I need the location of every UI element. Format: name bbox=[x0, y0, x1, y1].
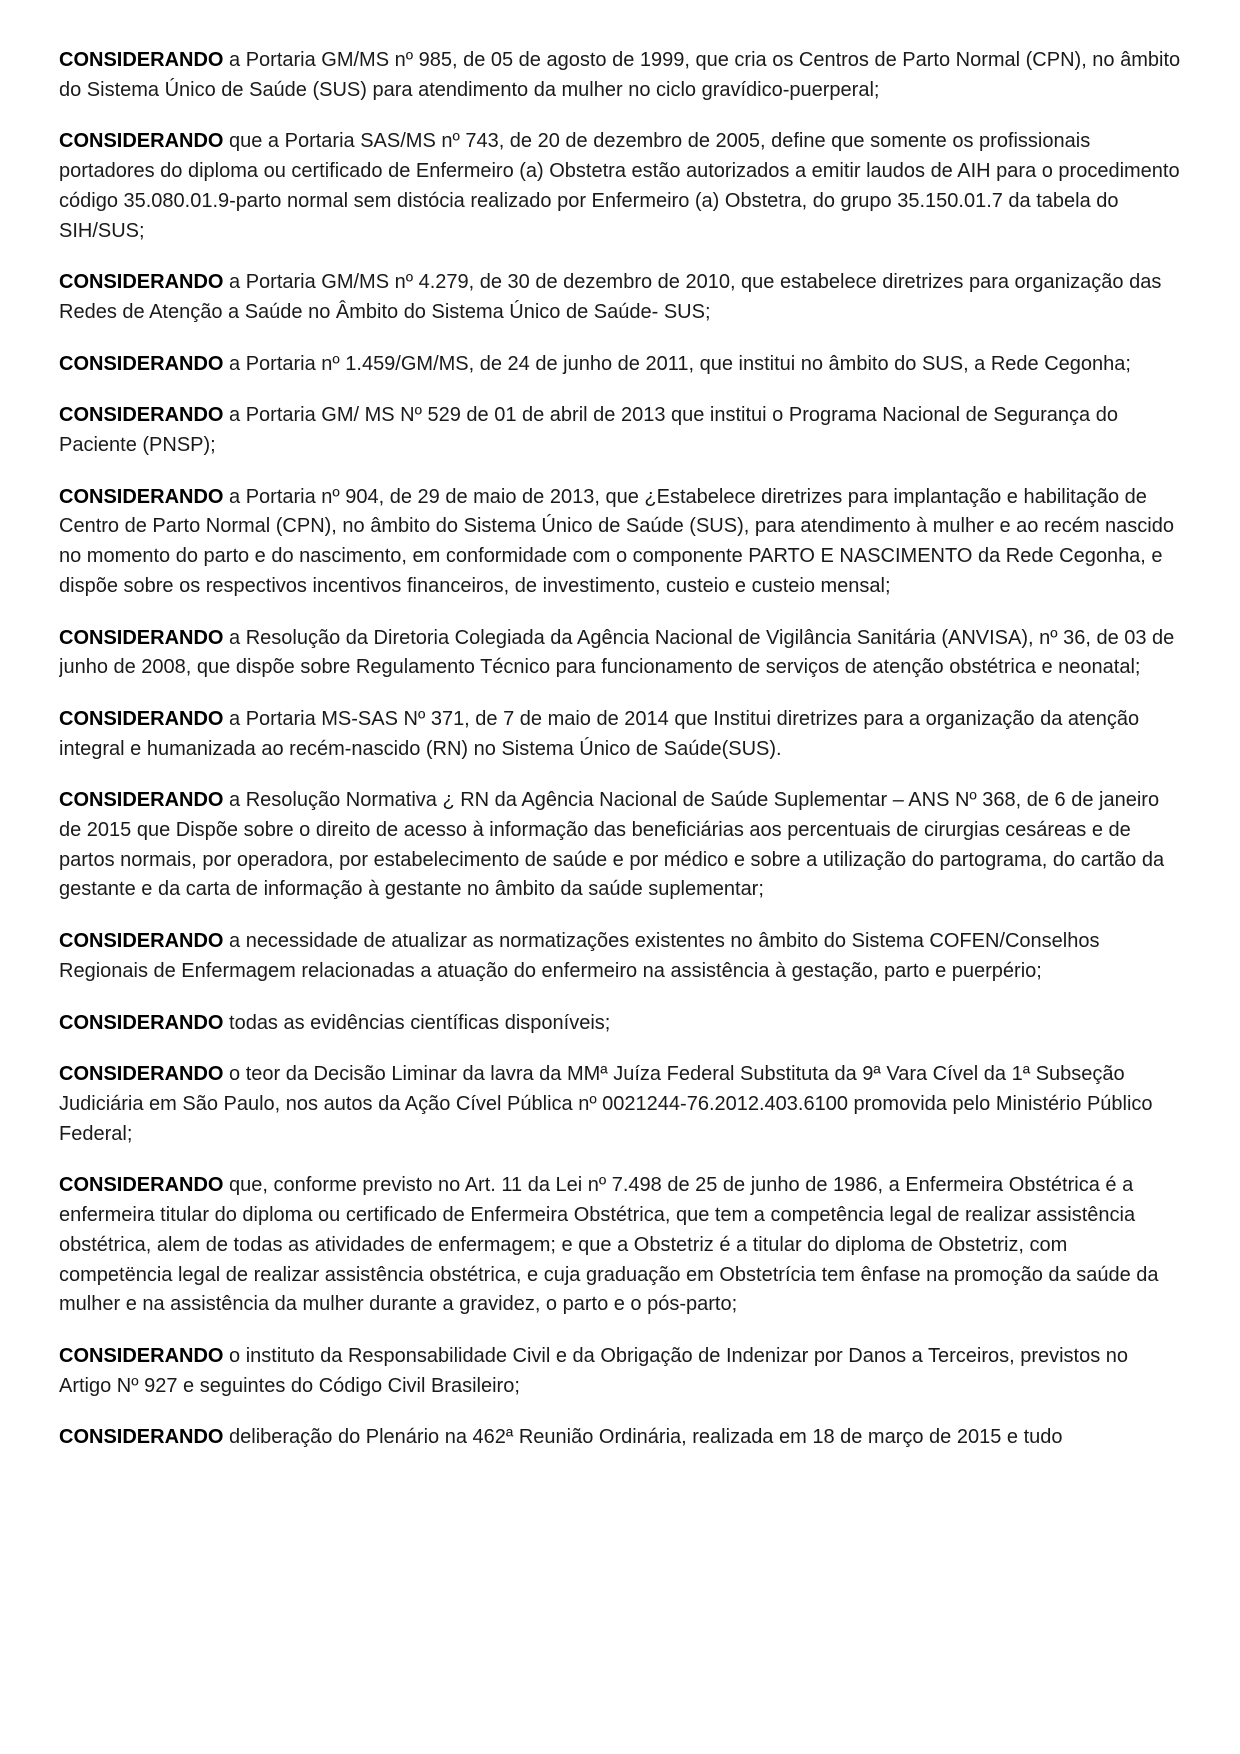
paragraph-1 bbox=[59, 46, 1184, 105]
paragraph-keyword: CONSIDERANDO bbox=[59, 930, 224, 953]
paragraph-text: o teor da Decisão Liminar da lavra da MMª Juíza Federal Substituta da 9ª Vara Cível da 1ª Subseção Judiciária em São Paulo, nos autos da Ação Cível Pública nº 0021244-76.2012.403.6100 promovida pelo Ministério Público Federal; bbox=[59, 1063, 1153, 1145]
paragraph-keyword: CONSIDERANDO bbox=[59, 1011, 224, 1034]
paragraph-keyword: CONSIDERANDO bbox=[59, 130, 224, 153]
paragraph-keyword: CONSIDERANDO bbox=[59, 789, 224, 812]
paragraph-9 bbox=[59, 786, 1184, 905]
paragraph-7 bbox=[59, 624, 1184, 683]
paragraph-4 bbox=[59, 350, 1184, 380]
paragraph-text: que a Portaria SAS/MS nº 743, de 20 de dezembro de 2005, define que somente os profissionais portadores do diploma ou certificado de Enfermeiro (a) Obstetra estão autorizados a emitir laudos de AIH para o procedimento código 35.080.01.9-parto normal sem distócia realizado por Enfermeiro (a) Obstetra, do grupo 35.150.01.7 da tabela do SIH/SUS; bbox=[59, 130, 1180, 242]
paragraph-keyword: CONSIDERANDO bbox=[59, 404, 224, 427]
paragraph-12 bbox=[59, 1060, 1184, 1149]
paragraph-text: a Portaria GM/MS nº 985, de 05 de agosto de 1999, que cria os Centros de Parto Normal (CPN), no âmbito do Sistema Único de Saúde (SUS) para atendimento da mulher no ciclo gravídico-puerperal; bbox=[59, 49, 1181, 101]
paragraph-text: a Portaria MS-SAS Nº 371, de 7 de maio de 2014 que Institui diretrizes para a organização da atenção integral e humanizada ao recém-nascido (RN) no Sistema Único de Saúde(SUS). bbox=[59, 707, 1140, 760]
paragraph-text: a Portaria GM/MS nº 4.279, de 30 de dezembro de 2010, que estabelece diretrizes para organização das Redes de Atenção a Saúde no Âmbito do Sistema Único de Saúde- SUS; bbox=[59, 271, 1162, 323]
paragraph-keyword: CONSIDERANDO bbox=[59, 1426, 224, 1449]
paragraph-keyword: CONSIDERANDO bbox=[59, 1174, 224, 1197]
paragraph-keyword: CONSIDERANDO bbox=[59, 352, 224, 375]
paragraph-text: que, conforme previsto no Art. 11 da Lei nº 7.498 de 25 de junho de 1986, a Enfermeira Obstétrica é a enfermeira titular do diploma ou certificado de Enfermeira Obstétrica, que tem a competência legal de realizar assistência obstétrica, alem de todas as atividades de enfermagem; e que a Obstetriz é a titular do diploma de Obstetriz, com competëncia legal de realizar assistência obstétrica, e cuja graduação em Obstetrícia tem ênfase na promoção da saúde da mulher e na assistência da mulher durante a gravidez, o parto e o pós-parto; bbox=[59, 1174, 1159, 1316]
paragraph-keyword: CONSIDERANDO bbox=[59, 271, 224, 294]
paragraph-text: deliberação do Plenário na 462ª Reunião Ordinária, realizada em 18 de março de 2015 e tudo bbox=[223, 1426, 1063, 1449]
paragraph-keyword: CONSIDERANDO bbox=[59, 1344, 224, 1367]
paragraph-13 bbox=[59, 1171, 1184, 1320]
paragraph-text: todas as evidências científicas disponíveis; bbox=[223, 1011, 611, 1034]
paragraph-text: a Resolução Normativa ¿ RN da Agência Nacional de Saúde Suplementar – ANS Nº 368, de 6 de janeiro de 2015 que Dispõe sobre o direito de acesso à informação das beneficiárias aos percentuais de cirurgias cesáreas e de partos normais, por operadora, por estabelecimento de saúde e por médico e sobre a utilização do partograma, do cartão da gestante e da carta de informação à gestante no âmbito da saúde suplementar; bbox=[59, 789, 1165, 901]
paragraph-text: a necessidade de atualizar as normatizações existentes no âmbito do Sistema COFEN/Conselhos Regionais de Enfermagem relacionadas a atuação do enfermeiro na assistência à gestação, parto e puerpério; bbox=[59, 930, 1100, 982]
paragraph-11 bbox=[59, 1009, 1184, 1039]
paragraph-6 bbox=[59, 483, 1184, 602]
paragraph-keyword: CONSIDERANDO bbox=[59, 707, 224, 730]
paragraph-5 bbox=[59, 401, 1184, 460]
paragraph-keyword: CONSIDERANDO bbox=[59, 49, 224, 71]
paragraph-text: o instituto da Responsabilidade Civil e da Obrigação de Indenizar por Danos a Terceiros, previstos no Artigo Nº 927 e seguintes do Código Civil Brasileiro; bbox=[59, 1344, 1129, 1397]
paragraph-keyword: CONSIDERANDO bbox=[59, 626, 224, 649]
paragraph-10 bbox=[59, 927, 1184, 986]
paragraph-text: a Resolução da Diretoria Colegiada da Agência Nacional de Vigilância Sanitária (ANVISA), nº 36, de 03 de junho de 2008, que dispõe sobre Regulamento Técnico para funcionamento de serviços de atenção obstétrica e neonatal; bbox=[59, 626, 1175, 679]
paragraph-2 bbox=[59, 127, 1184, 246]
paragraph-keyword: CONSIDERANDO bbox=[59, 485, 224, 508]
paragraph-keyword: CONSIDERANDO bbox=[59, 1063, 224, 1086]
paragraph-8 bbox=[59, 705, 1184, 764]
paragraph-text: a Portaria nº 1.459/GM/MS, de 24 de junho de 2011, que institui no âmbito do SUS, a Rede Cegonha; bbox=[223, 352, 1131, 375]
document-body bbox=[59, 46, 1184, 1475]
paragraph-14 bbox=[59, 1342, 1184, 1401]
paragraph-text: a Portaria GM/ MS Nº 529 de 01 de abril de 2013 que institui o Programa Nacional de Segurança do Paciente (PNSP); bbox=[59, 404, 1118, 457]
paragraph-3 bbox=[59, 268, 1184, 327]
paragraph-15 bbox=[59, 1423, 1184, 1453]
paragraph-text: a Portaria nº 904, de 29 de maio de 2013, que ¿Estabelece diretrizes para implantação e habilitação de Centro de Parto Normal (CPN), no âmbito do Sistema Único de Saúde (SUS), para atendimento à mulher e ao recém nascido no momento do parto e do nascimento, em conformidade com o componente PARTO E NASCIMENTO da Rede Cegonha, e dispõe sobre os respectivos incentivos financeiros, de investimento, custeio e custeio mensal; bbox=[59, 485, 1174, 597]
